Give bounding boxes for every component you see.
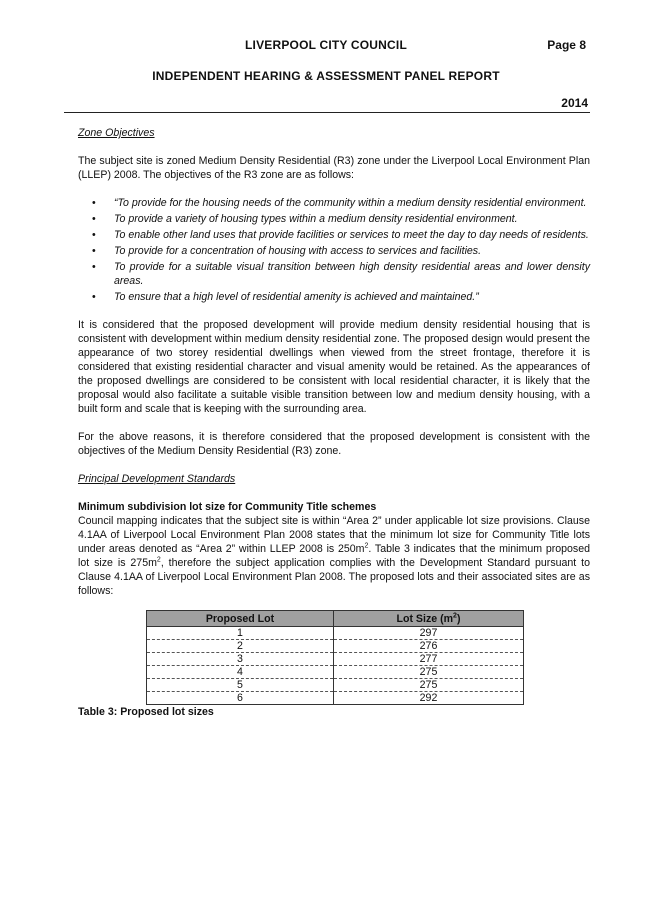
bullet-icon: • (92, 245, 96, 257)
header-divider (64, 112, 590, 113)
list-item (92, 260, 590, 288)
zone-intro-paragraph: The subject site is zoned Medium Density Residential (R3) zone under the Liverpool Local Environment Plan (LLEP) 2008. The objectives of the R3 zone are as follows: (78, 155, 590, 181)
bullet-icon: • (92, 213, 96, 225)
list-item (92, 212, 590, 226)
list-item (92, 196, 590, 210)
lot-size-subheading: Minimum subdivision lot size for Community Title schemes (78, 501, 377, 513)
list-item (92, 228, 590, 242)
list-item (92, 290, 590, 304)
assessment-paragraph: It is considered that the proposed development will provide medium density residential housing that is consistent with development within medium density residential zone. The proposed design would present the appearance of two storey residential dwellings when viewed from the street frontage, therefore it is considered that existing residential character and visual amenity would be retained. As the appearances of the proposed dwellings are considered to be consistent with local residential character, it is likely that the proposal would also facilitate a suitable visible transition between low and medium density housing, with a built form and scale that is keeping with the surrounding area. (78, 319, 590, 415)
objective-text: To provide for a suitable visual transition between high density residential areas and lower density areas. (114, 261, 590, 287)
zone-objectives-heading: Zone Objectives (78, 127, 155, 139)
objective-text: To ensure that a high level of residential amenity is achieved and maintained.” (114, 291, 479, 303)
page-number: Page 8 (547, 38, 586, 52)
council-name: LIVERPOOL CITY COUNCIL (245, 38, 407, 52)
report-title: INDEPENDENT HEARING & ASSESSMENT PANEL REPORT (152, 69, 500, 83)
bullet-icon: • (92, 197, 96, 209)
objectives-list (78, 196, 590, 304)
objective-text: To provide a variety of housing types within a medium density residential environment. (114, 213, 518, 225)
table-row: 3 277 (147, 653, 524, 666)
standards-heading: Principal Development Standards (78, 473, 236, 485)
table-row: 6 292 (147, 692, 524, 705)
objective-text: “To provide for the housing needs of the community within a medium density residential environment. (114, 197, 587, 209)
table-row: 2 276 (147, 640, 524, 653)
table-header-row (147, 611, 524, 627)
conclusion-paragraph: For the above reasons, it is therefore considered that the proposed development is consistent with the objectives of the Medium Density Residential (R3) zone. (78, 431, 590, 457)
bullet-icon: • (92, 261, 96, 273)
report-year: 2014 (561, 96, 588, 110)
table-row: 5 275 (147, 679, 524, 692)
table-row: 4 275 (147, 666, 524, 679)
table-caption: Table 3: Proposed lot sizes (78, 706, 214, 718)
column-header-size: Lot Size $(m^2)$ (334, 611, 524, 627)
column-header-lot: Proposed Lot (147, 611, 334, 627)
report-body (78, 126, 590, 719)
objective-text: To enable other land uses that provide facilities or services to meet the day to day needs of residents. (114, 229, 589, 241)
bullet-icon: • (92, 229, 96, 241)
lot-size-table (146, 610, 524, 705)
lot-size-paragraph: Council mapping indicates that the subject site is within “Area 2” under applicable lot size provisions. Clause 4.1AA of Liverpool Local Environment Plan 2008 states that the minimum lot size for Community Title lots under areas denoted as “Area 2” within LLEP 2008 is $250m^2$. Table 3 indicates that the minimum proposed lot size is $275m^2$, therefore the subject application complies with the Development Standard pursuant to Clause 4.1AA of Liverpool Local Environment Plan 2008. The proposed lots and their associated sites are as follows: (78, 515, 590, 597)
table-row: 1 297 (147, 627, 524, 640)
list-item (92, 244, 590, 258)
objective-text: To provide for a concentration of housing with access to services and facilities. (114, 245, 482, 257)
bullet-icon: • (92, 291, 96, 303)
